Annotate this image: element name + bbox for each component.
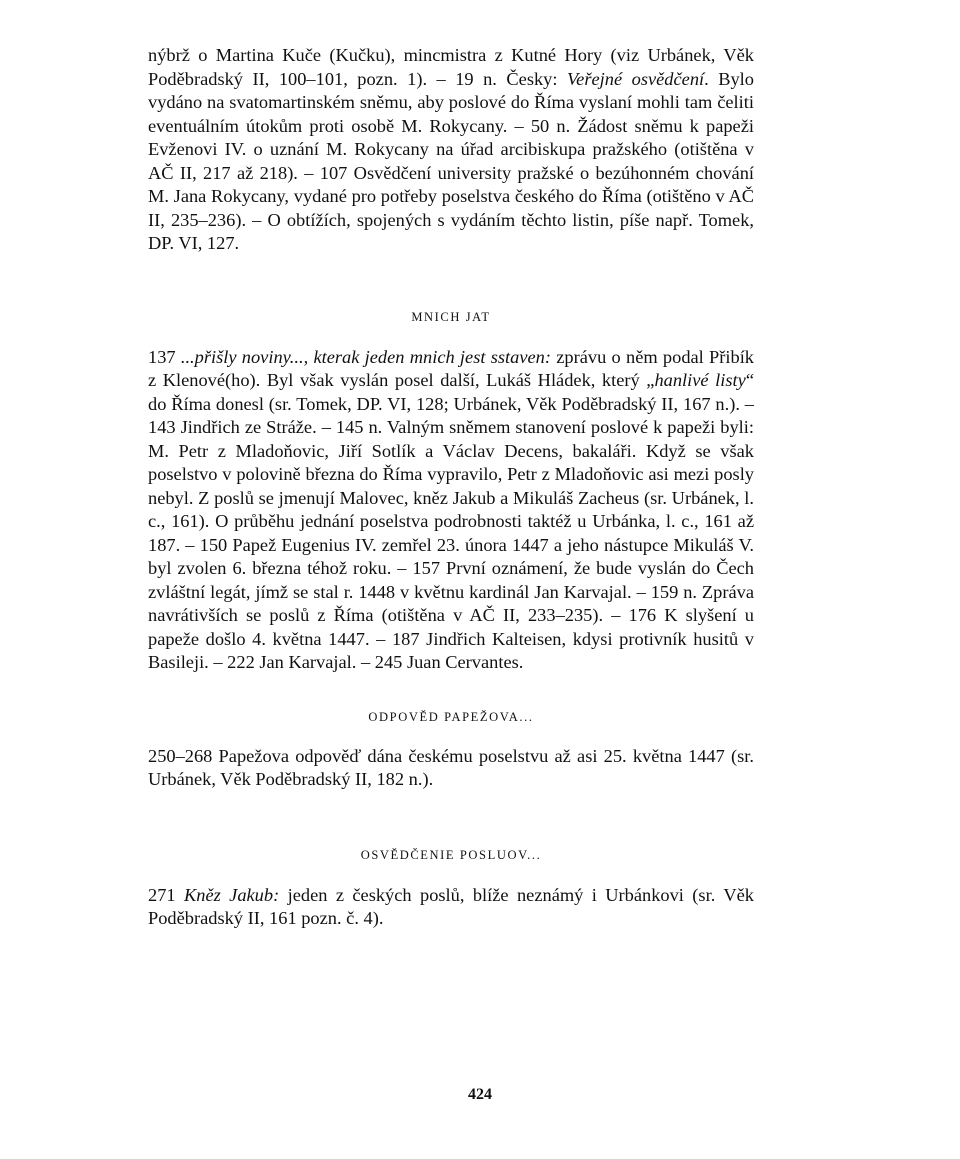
section-heading-osvedcenie-posluov: OSVĚDČENIE POSLUOV... — [360, 847, 542, 862]
osvedcenie-text-2: jeden z českých poslů, blíže neznámý i Urbánkovi (sr. Věk Poděbradský II, 161 pozn. č. 4). — [148, 884, 754, 928]
intro-text-1: nýbrž o Martina Kuče (Kučku), mincmistra z Kutné Hory (viz Urbánek, Věk Poděbradský II, 100–101, pozn. 1). – 19 n. Česky: — [148, 45, 754, 89]
osvedcenie-italic-knez: Kněz Jakub: — [183, 884, 280, 905]
osvedcenie-paragraph — [148, 884, 754, 931]
odpoved-paragraph: 250–268 Papežova odpověď dána českému poselstvu až asi 25. května 1447 (sr. Urbánek, Věk Poděbradský II, 182 n.). — [148, 745, 754, 789]
osvedcenie-text-1: 271 — [148, 884, 184, 905]
mnich-italic-quote: ...přišly noviny..., kterak jeden mnich jest sstaven: — [180, 346, 551, 367]
page-body — [148, 44, 754, 931]
mnich-italic-listy: hanlivé listy — [654, 370, 746, 390]
intro-text-2: . Bylo vydáno na svatomartinském sněmu, aby poslové do Říma vyslaní mohli tam čeliti eventuálním útokům proti osobě M. Rokycany. – 50 n. Žádost sněmu k papeži Evženovi IV. o uznání M. Rokycany na úřad arcibiskupa pražského (otištěna v AČ II, 217 až 218). – 107 Osvědčení university pražské o bezúhonném chování M. Jana Rokycany, vydané pro potřeby poselstva českého do Říma (otištěno v AČ II, 235–236). – O obtížích, spojených s vydáním těchto listin, píše např. Tomek, DP. VI, 127. — [148, 68, 754, 253]
mnich-text-1: 137 — [148, 346, 181, 367]
mnich-text-3: “ do Říma donesl (sr. Tomek, DP. VI, 128; Urbánek, Věk Poděbradský II, 167 n.). – 143 Jindřich ze Stráže. – 145 n. Valným sněmem stanovení poslové k papeži byli: M. Petr z Mladoňovic, Jiří Sotlík a Václav Decens, bakaláři. Když se však poselstvo v polovině března do Říma vypravilo, Petr z Mladoňovic asi mezi posly nebyl. Z poslů se jmenují Malovec, kněz Jakub a Mikuláš Zacheus (sr. Urbánek, l. c., 161). O průběhu jednání poselstva podrobnosti taktéž u Urbánka, l. c., 161 až 187. – 150 Papež Eugenius IV. zemřel 23. února 1447 a jeho nástupce Mikuláš V. byl zvolen 6. března téhož roku. – 157 První oznámení, že bude vyslán do Čech zvláštní legát, jímž se stal r. 1448 v květnu kardinál Jan Karvajal. – 159 n. Zpráva navrátivších se poslů z Říma (otištěna v AČ II, 233–235). – 176 K slyšení u papeže došlo 4. května 1447. – 187 Jindřich Kalteisen, kdysi protivník husitů v Basileji. – 222 Jan Karvajal. – 245 Juan Cervantes. — [148, 370, 754, 672]
section-heading-odpoved-papezova: ODPOVĚD PAPEŽOVA... — [368, 709, 534, 724]
intro-italic-title: Veřejné osvědčení — [566, 68, 705, 89]
page-number: 424 — [468, 1086, 492, 1103]
mnich-text-2: zprávu o něm podal Přibík z Klenové(ho). Byl však vyslán posel další, Lukáš Hládek, který „ — [148, 346, 755, 390]
mnich-jat-paragraph — [148, 346, 754, 675]
intro-paragraph — [148, 44, 754, 256]
section-heading-mnich-jat: MNICH JAT — [411, 309, 491, 324]
